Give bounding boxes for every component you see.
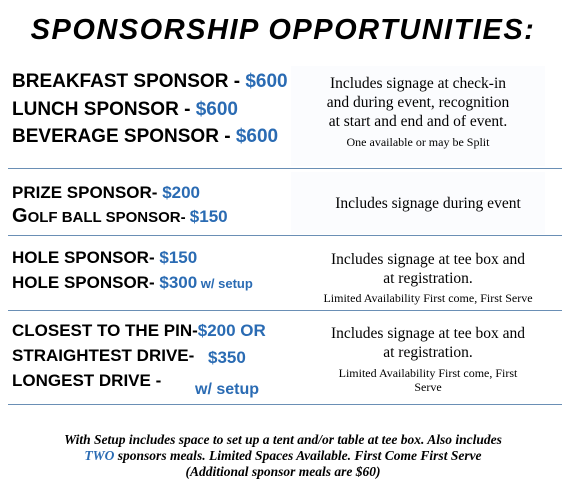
footer-text: sponsors meals. Limited Spaces Available. First Come First Serve bbox=[114, 448, 482, 463]
note-line: Limited Availability First come, First bbox=[338, 366, 518, 380]
sponsor-item bbox=[12, 99, 238, 121]
sponsor-name: BEVERAGE SPONSOR - bbox=[12, 126, 236, 147]
sponsor-item bbox=[12, 346, 194, 366]
section-divider bbox=[8, 404, 562, 405]
sponsor-price: $200 bbox=[162, 183, 201, 202]
description-line: Includes signage during event bbox=[335, 195, 521, 212]
sponsor-name: PRIZE SPONSOR- bbox=[12, 183, 163, 202]
sponsor-item bbox=[12, 126, 278, 148]
section-divider bbox=[8, 235, 562, 236]
page-title: SPONSORSHIP OPPORTUNITIES: bbox=[30, 14, 536, 46]
sponsor-note: One available or may be Split bbox=[346, 135, 490, 149]
description-line: at start and end and of event. bbox=[328, 113, 508, 130]
sponsor-note: Limited Availability First come, First Serve bbox=[323, 291, 533, 305]
sponsor-price: $150 bbox=[189, 207, 228, 226]
description-line: at registration. bbox=[383, 270, 473, 287]
sponsor-price: $300 bbox=[159, 273, 198, 292]
sponsor-description bbox=[295, 194, 561, 213]
sponsor-description bbox=[295, 324, 561, 362]
description-line: at registration. bbox=[383, 344, 473, 361]
footer-line: (Additional sponsor meals are $60) bbox=[185, 464, 381, 479]
sponsor-item bbox=[12, 321, 266, 341]
sponsor-item bbox=[12, 205, 228, 228]
sponsor-name: HOLE SPONSOR- bbox=[12, 248, 160, 267]
sponsor-name: LUNCH SPONSOR - bbox=[12, 99, 196, 120]
sponsor-name: CLOSEST TO THE PIN- bbox=[12, 321, 198, 340]
section-divider bbox=[8, 310, 562, 311]
sponsor-note bbox=[295, 366, 561, 394]
sponsor-price: $600 bbox=[235, 126, 279, 147]
sponsor-description bbox=[295, 250, 561, 288]
sponsor-name-initial: G bbox=[12, 205, 28, 227]
description-line: Includes signage at tee box and bbox=[330, 325, 526, 342]
sponsor-description bbox=[295, 74, 541, 131]
description-line: Includes signage at check-in bbox=[329, 75, 507, 92]
sponsor-item bbox=[12, 183, 200, 203]
sponsor-suffix: w/ setup bbox=[197, 276, 253, 291]
sponsor-price: $600 bbox=[245, 71, 288, 92]
footer-line: With Setup includes space to set up a tent and/or table at tee box. Also includes bbox=[64, 432, 502, 447]
section-divider bbox=[8, 168, 562, 169]
sponsor-name: STRAIGHTEST DRIVE- bbox=[12, 346, 195, 365]
sponsor-item bbox=[12, 248, 197, 268]
footer-line bbox=[0, 448, 566, 464]
sponsor-suffix: w/ setup bbox=[195, 381, 260, 398]
sponsor-item bbox=[12, 273, 253, 293]
sponsor-item bbox=[12, 71, 288, 93]
sponsor-price: $150 bbox=[159, 248, 198, 267]
sponsor-name: OLF BALL SPONSOR- bbox=[27, 209, 190, 226]
footer-two: TWO bbox=[84, 448, 115, 463]
sponsor-price: $200 OR bbox=[197, 321, 266, 340]
note-line: Serve bbox=[414, 380, 442, 394]
sponsor-name: BREAKFAST SPONSOR - bbox=[12, 71, 246, 92]
description-line: and during event, recognition bbox=[326, 94, 510, 111]
description-line: Includes signage at tee box and bbox=[330, 251, 526, 268]
sponsor-item bbox=[12, 371, 161, 391]
sponsor-name: LONGEST DRIVE - bbox=[12, 371, 162, 390]
sponsor-price: $350 bbox=[208, 348, 246, 367]
sponsor-price: $600 bbox=[195, 99, 238, 120]
footer-note bbox=[0, 432, 566, 480]
sponsor-name: HOLE SPONSOR- bbox=[12, 273, 160, 292]
